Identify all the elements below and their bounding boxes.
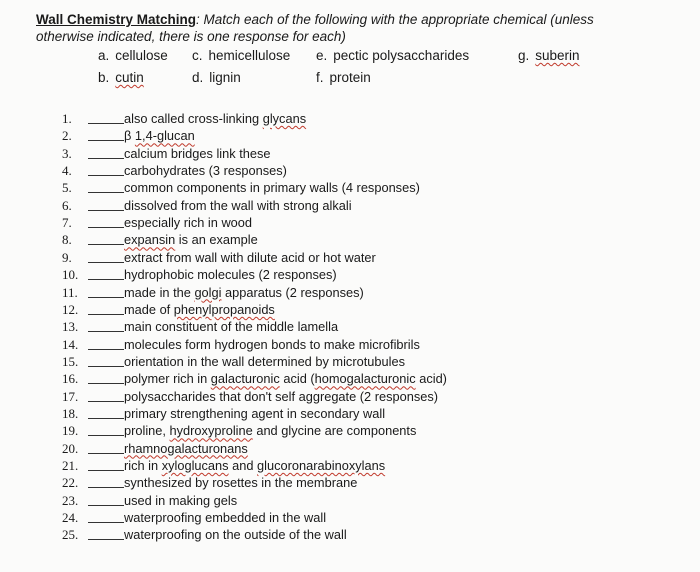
item-description: extract from wall with dilute acid or hot water (124, 249, 376, 265)
list-item (62, 492, 682, 509)
item-number: 24. (62, 510, 79, 526)
item-description: especially rich in wood (124, 215, 253, 231)
item-number: 12. (62, 301, 79, 317)
answer-blank[interactable] (88, 505, 124, 506)
list-item (62, 214, 682, 231)
answer-blank[interactable] (88, 210, 124, 211)
answer-blank[interactable] (88, 383, 124, 384)
answer-blank[interactable] (88, 279, 124, 280)
worksheet-title: Wall Chemistry Matching (36, 12, 197, 27)
list-item (62, 197, 682, 214)
item-number: 13. (62, 319, 79, 335)
item-description: main constituent of the middle lamella (124, 319, 339, 335)
item-number: 1. (62, 111, 72, 126)
list-item (62, 474, 682, 491)
instructions-line-1: : Match each of the following with the appropriate chemical (unless (196, 12, 594, 27)
answer-blank[interactable] (88, 418, 124, 419)
item-number: 23. (62, 492, 79, 508)
list-item (62, 301, 682, 318)
answer-blank[interactable] (88, 123, 124, 124)
choice-f: f. protein (316, 70, 371, 85)
list-item (62, 370, 682, 387)
item-number: 16. (62, 371, 79, 387)
item-description: rhamnogalacturonans (124, 440, 248, 456)
item-description: dissolved from the wall with strong alkali (124, 197, 352, 213)
item-number: 20. (62, 440, 79, 456)
answer-blank[interactable] (88, 487, 124, 488)
list-item (62, 179, 682, 196)
choice-b: b. cutin (98, 70, 144, 85)
list-item (62, 336, 682, 353)
item-number: 4. (62, 163, 72, 179)
item-number: 5. (62, 180, 72, 196)
item-number: 3. (62, 145, 72, 161)
item-description: primary strengthening agent in secondary wall (124, 405, 386, 421)
answer-blank[interactable] (88, 331, 124, 332)
answer-blank[interactable] (88, 539, 124, 540)
list-item (62, 526, 682, 543)
list-item (62, 127, 682, 144)
item-description: common components in primary walls (4 responses) (124, 180, 420, 196)
answer-blank[interactable] (88, 349, 124, 350)
item-description: orientation in the wall determined by microtubules (124, 353, 405, 369)
list-item (62, 318, 682, 335)
list-item (62, 110, 682, 127)
instructions-header (36, 11, 686, 45)
list-item (62, 405, 682, 422)
answer-blank[interactable] (88, 401, 124, 402)
answer-blank[interactable] (88, 297, 124, 298)
answer-blank[interactable] (88, 227, 124, 228)
item-description: β 1,4-glucan (124, 128, 195, 144)
item-description: proline, hydroxyproline and glycine are components (124, 423, 417, 439)
item-description: polymer rich in galacturonic acid (homogalacturonic acid) (124, 371, 447, 387)
item-number: 2. (62, 128, 72, 144)
list-item (62, 388, 682, 405)
item-number: 15. (62, 353, 79, 369)
list-item (62, 353, 682, 370)
item-description: expansin is an example (124, 232, 258, 248)
item-description: carbohydrates (3 responses) (124, 163, 287, 179)
item-number: 17. (62, 388, 79, 404)
answer-blank[interactable] (88, 175, 124, 176)
answer-blank[interactable] (88, 314, 124, 315)
choice-c: c. hemicellulose (192, 48, 291, 63)
answer-blank[interactable] (88, 470, 124, 471)
item-number: 18. (62, 405, 79, 421)
item-description: waterproofing embedded in the wall (124, 510, 327, 526)
item-description: waterproofing on the outside of the wall (124, 527, 347, 543)
item-description: molecules form hydrogen bonds to make microfibrils (124, 336, 420, 352)
answer-blank[interactable] (88, 453, 124, 454)
list-item (62, 162, 682, 179)
item-description: rich in xyloglucans and glucoronarabinoxylans (124, 458, 386, 473)
item-number: 14. (62, 336, 79, 352)
list-item (62, 440, 682, 457)
choice-a: a. cellulose (98, 48, 168, 63)
list-item (62, 422, 682, 439)
list-item (62, 249, 682, 266)
answer-blank[interactable] (88, 140, 124, 141)
answer-blank[interactable] (88, 262, 124, 263)
answer-blank[interactable] (88, 522, 124, 523)
item-description: made in the golgi apparatus (2 responses) (124, 284, 364, 300)
item-description: used in making gels (124, 492, 238, 508)
answer-blank[interactable] (88, 158, 124, 159)
item-description: hydrophobic molecules (2 responses) (124, 267, 337, 283)
item-description: made of phenylpropanoids (124, 301, 275, 317)
item-description: also called cross-linking glycans (124, 111, 307, 126)
list-item (62, 457, 682, 474)
item-number: 8. (62, 232, 72, 248)
item-number: 7. (62, 215, 72, 231)
item-number: 11. (62, 284, 78, 300)
item-number: 10. (62, 267, 79, 283)
instructions-line-2: otherwise indicated, there is one response for each) (36, 29, 346, 44)
choice-g: g. suberin (518, 48, 580, 63)
list-item (62, 145, 682, 162)
item-description: synthesized by rosettes in the membrane (124, 475, 358, 491)
answer-blank[interactable] (88, 192, 124, 193)
item-description: polysaccharides that don't self aggregate (2 responses) (124, 388, 439, 404)
choice-d: d. lignin (192, 70, 241, 85)
list-item (62, 266, 682, 283)
item-number: 21. (62, 458, 79, 473)
answer-blank[interactable] (88, 435, 124, 436)
item-description: calcium bridges link these (124, 145, 271, 161)
answer-blank[interactable] (88, 366, 124, 367)
list-item (62, 284, 682, 301)
choice-e: e. pectic polysaccharides (316, 48, 470, 63)
item-number: 25. (62, 527, 79, 543)
item-number: 9. (62, 249, 72, 265)
answer-blank[interactable] (88, 244, 124, 245)
list-item (62, 231, 682, 248)
item-number: 19. (62, 423, 79, 439)
list-item (62, 509, 682, 526)
item-number: 6. (62, 197, 72, 213)
item-number: 22. (62, 475, 79, 491)
